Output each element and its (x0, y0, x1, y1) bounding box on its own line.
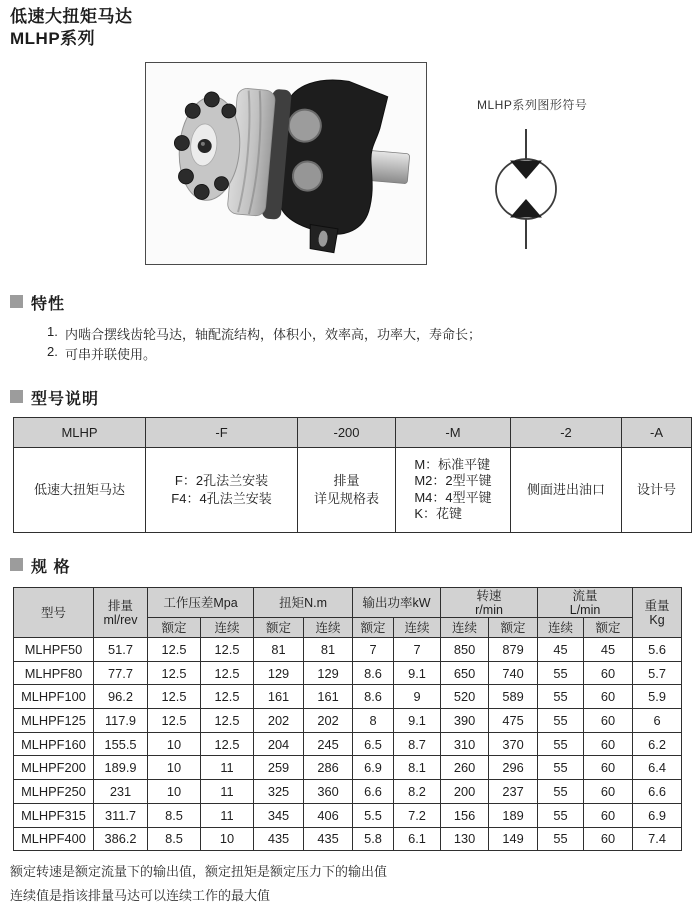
spec-subheader: 额定 (489, 618, 538, 638)
product-photo (145, 62, 427, 265)
spec-value-cell: 6.4 (633, 756, 682, 780)
spec-value-cell: 8.6 (353, 661, 394, 685)
spec-row (14, 756, 682, 780)
spec-value-cell: 77.7 (94, 661, 148, 685)
spec-value-cell: 260 (441, 756, 489, 780)
model-code-header-row (14, 418, 692, 448)
spec-value-cell: 149 (489, 827, 538, 851)
feature-number: 1. (47, 324, 58, 339)
spec-table (13, 587, 682, 851)
spec-value-cell: 130 (441, 827, 489, 851)
spec-value-cell: 60 (584, 709, 633, 733)
spec-value-cell: 8.2 (394, 780, 441, 804)
spec-value-cell: 850 (441, 638, 489, 662)
model-code-cell: 设计号 (622, 448, 692, 533)
spec-row (14, 685, 682, 709)
spec-value-cell: 5.6 (633, 638, 682, 662)
feature-text: 内啮合摆线齿轮马达，轴配流结构，体积小，效率高，功率大，寿命长； (65, 327, 482, 342)
spec-value-cell: 161 (254, 685, 304, 709)
spec-row (14, 827, 682, 851)
spec-value-cell: 51.7 (94, 638, 148, 662)
feature-text: 可串并联使用。 (65, 347, 157, 362)
spec-value-cell: 475 (489, 709, 538, 733)
spec-value-cell: 520 (441, 685, 489, 709)
spec-value-cell: 8.6 (353, 685, 394, 709)
spec-value-cell: 204 (254, 732, 304, 756)
spec-value-cell: 740 (489, 661, 538, 685)
model-code-cell: F：2孔法兰安装 F4：4孔法兰安装 (146, 448, 298, 533)
note-line: 额定转速是额定流量下的输出值，额定扭矩是额定压力下的输出值 (10, 864, 388, 879)
spec-value-cell: 12.5 (201, 709, 254, 733)
spec-value-cell: 879 (489, 638, 538, 662)
spec-model-cell: MLHPF125 (14, 709, 94, 733)
spec-value-cell: 12.5 (148, 661, 201, 685)
spec-value-cell: 7.2 (394, 803, 441, 827)
spec-value-cell: 231 (94, 780, 148, 804)
spec-value-cell: 12.5 (201, 661, 254, 685)
spec-subheader: 连续 (394, 618, 441, 638)
spec-value-cell: 259 (254, 756, 304, 780)
spec-value-cell: 55 (538, 803, 584, 827)
spec-value-cell: 345 (254, 803, 304, 827)
spec-row (14, 709, 682, 733)
page-title (10, 6, 133, 50)
spec-value-cell: 60 (584, 803, 633, 827)
spec-value-cell: 650 (441, 661, 489, 685)
spec-value-cell: 117.9 (94, 709, 148, 733)
spec-value-cell: 11 (201, 803, 254, 827)
spec-value-cell: 10 (201, 827, 254, 851)
spec-col-displacement: 排量 ml/rev (94, 588, 148, 638)
spec-value-cell: 5.7 (633, 661, 682, 685)
spec-value-cell: 6.5 (353, 732, 394, 756)
spec-value-cell: 5.5 (353, 803, 394, 827)
specs-heading: 规 格 (31, 559, 71, 576)
spec-value-cell: 386.2 (94, 827, 148, 851)
spec-value-cell: 55 (538, 661, 584, 685)
spec-col-speed: 转速 r/min (441, 588, 538, 618)
spec-value-cell: 9.1 (394, 661, 441, 685)
spec-value-cell: 10 (148, 780, 201, 804)
model-code-col: -200 (298, 418, 396, 448)
spec-row (14, 732, 682, 756)
model-code-table (13, 417, 692, 533)
spec-subheader: 连续 (201, 618, 254, 638)
spec-model-cell: MLHPF80 (14, 661, 94, 685)
spec-table-body (14, 638, 682, 851)
spec-value-cell: 129 (304, 661, 353, 685)
note-line: 连续值是指该排量马达可以连续工作的最大值 (10, 888, 271, 903)
model-code-col: -A (622, 418, 692, 448)
spec-value-cell: 370 (489, 732, 538, 756)
spec-value-cell: 9.1 (394, 709, 441, 733)
spec-value-cell: 8.5 (148, 803, 201, 827)
spec-value-cell: 8.5 (148, 827, 201, 851)
spec-value-cell: 12.5 (201, 732, 254, 756)
spec-value-cell: 310 (441, 732, 489, 756)
spec-value-cell: 55 (538, 709, 584, 733)
spec-value-cell: 8.1 (394, 756, 441, 780)
spec-value-cell: 60 (584, 827, 633, 851)
spec-header-row (14, 588, 682, 618)
spec-value-cell: 6 (633, 709, 682, 733)
spec-value-cell: 60 (584, 732, 633, 756)
spec-model-cell: MLHPF200 (14, 756, 94, 780)
spec-col-pressure: 工作压差Mpa (148, 588, 254, 618)
hydraulic-motor-image (146, 63, 426, 264)
spec-value-cell: 589 (489, 685, 538, 709)
spec-value-cell: 60 (584, 756, 633, 780)
spec-value-cell: 9 (394, 685, 441, 709)
spec-subheader: 连续 (538, 618, 584, 638)
spec-value-cell: 12.5 (201, 638, 254, 662)
spec-model-cell: MLHPF315 (14, 803, 94, 827)
spec-value-cell: 245 (304, 732, 353, 756)
spec-value-cell: 202 (304, 709, 353, 733)
spec-value-cell: 6.2 (633, 732, 682, 756)
symbol-label: MLHP系列图形符号 (477, 98, 588, 112)
section-marker-icon (10, 295, 23, 308)
spec-value-cell: 325 (254, 780, 304, 804)
spec-subheader: 连续 (441, 618, 489, 638)
spec-col-model: 型号 (14, 588, 94, 638)
spec-value-cell: 435 (304, 827, 353, 851)
spec-value-cell: 237 (489, 780, 538, 804)
spec-value-cell: 11 (201, 756, 254, 780)
spec-value-cell: 45 (584, 638, 633, 662)
spec-value-cell: 296 (489, 756, 538, 780)
spec-value-cell: 7 (353, 638, 394, 662)
spec-value-cell: 12.5 (201, 685, 254, 709)
spec-value-cell: 156 (441, 803, 489, 827)
motor-symbol-icon (489, 126, 565, 252)
spec-model-cell: MLHPF100 (14, 685, 94, 709)
spec-value-cell: 155.5 (94, 732, 148, 756)
spec-col-torque: 扭矩N.m (254, 588, 353, 618)
spec-value-cell: 6.6 (353, 780, 394, 804)
spec-value-cell: 7.4 (633, 827, 682, 851)
model-code-cell: 排量 详见规格表 (298, 448, 396, 533)
spec-value-cell: 55 (538, 780, 584, 804)
spec-value-cell: 8.7 (394, 732, 441, 756)
model-code-col: -2 (511, 418, 622, 448)
spec-value-cell: 390 (441, 709, 489, 733)
section-marker-icon (10, 558, 23, 571)
spec-value-cell: 435 (254, 827, 304, 851)
spec-value-cell: 6.9 (353, 756, 394, 780)
spec-value-cell: 7 (394, 638, 441, 662)
spec-value-cell: 55 (538, 827, 584, 851)
spec-subheader: 额定 (148, 618, 201, 638)
feature-item (47, 324, 481, 343)
spec-value-cell: 55 (538, 732, 584, 756)
spec-subheader: 额定 (254, 618, 304, 638)
spec-value-cell: 81 (254, 638, 304, 662)
spec-value-cell: 161 (304, 685, 353, 709)
spec-value-cell: 6.6 (633, 780, 682, 804)
spec-value-cell: 5.9 (633, 685, 682, 709)
spec-value-cell: 12.5 (148, 709, 201, 733)
page-title-line2: MLHP系列 (10, 29, 96, 48)
spec-value-cell: 81 (304, 638, 353, 662)
spec-model-cell: MLHPF50 (14, 638, 94, 662)
spec-value-cell: 60 (584, 780, 633, 804)
spec-value-cell: 8 (353, 709, 394, 733)
spec-value-cell: 406 (304, 803, 353, 827)
model-code-heading: 型号说明 (31, 391, 100, 408)
spec-row (14, 780, 682, 804)
spec-value-cell: 129 (254, 661, 304, 685)
spec-value-cell: 10 (148, 756, 201, 780)
model-code-col: MLHP (14, 418, 146, 448)
page-title-line1: 低速大扭矩马达 (10, 7, 133, 26)
model-code-col: -F (146, 418, 298, 448)
feature-item (47, 344, 156, 363)
spec-value-cell: 286 (304, 756, 353, 780)
spec-value-cell: 189 (489, 803, 538, 827)
spec-value-cell: 6.9 (633, 803, 682, 827)
spec-value-cell: 5.8 (353, 827, 394, 851)
spec-value-cell: 202 (254, 709, 304, 733)
model-code-cell: M：标准平键 M2：2型平键 M4：4型平键 K：花键 (396, 448, 511, 533)
spec-model-cell: MLHPF400 (14, 827, 94, 851)
spec-value-cell: 6.1 (394, 827, 441, 851)
spec-col-flow: 流量 L/min (538, 588, 633, 618)
model-code-col: -M (396, 418, 511, 448)
spec-value-cell: 55 (538, 685, 584, 709)
spec-row (14, 661, 682, 685)
spec-subheader: 额定 (584, 618, 633, 638)
spec-col-power: 输出功率kW (353, 588, 441, 618)
model-code-cell: 侧面进出油口 (511, 448, 622, 533)
model-code-desc-row (14, 448, 692, 533)
spec-value-cell: 200 (441, 780, 489, 804)
features-heading: 特性 (31, 296, 66, 313)
feature-number: 2. (47, 344, 58, 359)
model-code-cell: 低速大扭矩马达 (14, 448, 146, 533)
spec-value-cell: 60 (584, 661, 633, 685)
spec-value-cell: 45 (538, 638, 584, 662)
spec-value-cell: 189.9 (94, 756, 148, 780)
spec-value-cell: 12.5 (148, 638, 201, 662)
spec-value-cell: 11 (201, 780, 254, 804)
spec-col-weight: 重量 Kg (633, 588, 682, 638)
spec-value-cell: 55 (538, 756, 584, 780)
spec-value-cell: 60 (584, 685, 633, 709)
spec-value-cell: 96.2 (94, 685, 148, 709)
spec-subheader: 额定 (353, 618, 394, 638)
spec-value-cell: 10 (148, 732, 201, 756)
section-marker-icon (10, 390, 23, 403)
spec-value-cell: 311.7 (94, 803, 148, 827)
spec-model-cell: MLHPF160 (14, 732, 94, 756)
spec-row (14, 803, 682, 827)
spec-value-cell: 360 (304, 780, 353, 804)
spec-subheader: 连续 (304, 618, 353, 638)
spec-value-cell: 12.5 (148, 685, 201, 709)
spec-row (14, 638, 682, 662)
spec-model-cell: MLHPF250 (14, 780, 94, 804)
